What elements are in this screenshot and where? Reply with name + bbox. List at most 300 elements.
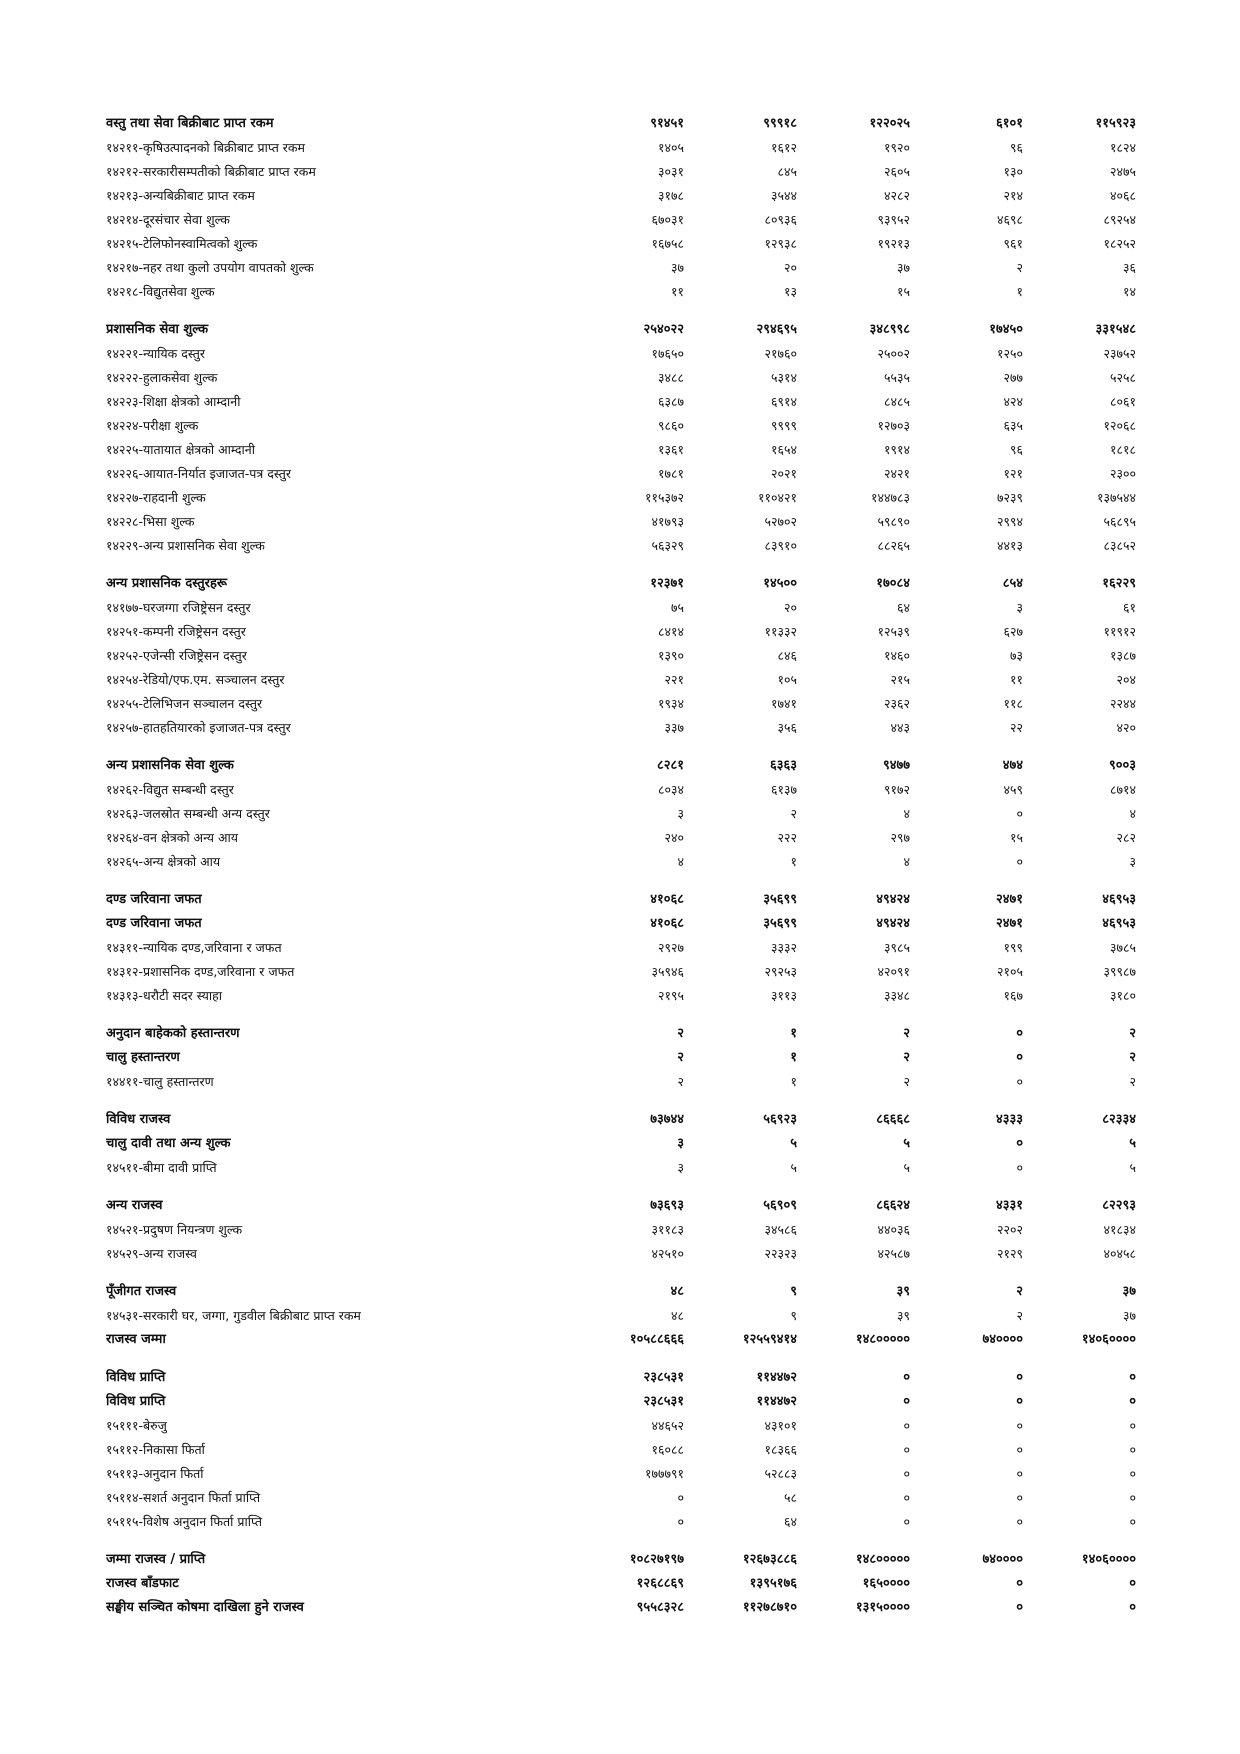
row-label: १४२२३-शिक्षा क्षेत्रको आम्दानी [106,394,241,409]
value-cell-1: ० [677,1490,684,1505]
value-cell-4: ६१०१ [995,116,1023,131]
value-cell-3: ० [903,1370,910,1385]
row-label: १४२५२-एजेन्सी रजिष्ट्रेसन दस्तुर [106,648,247,663]
value-cell-2: १ [790,1074,797,1089]
table-row [106,510,1136,534]
value-cell-5: ३१८० [1109,988,1136,1003]
value-cell-2: ११३३२ [764,624,797,639]
value-cell-3: ९३९५२ [877,212,910,227]
value-cell-4: ० [1016,1136,1023,1151]
value-cell-1: ९५५८३२८ [636,1600,684,1615]
value-cell-2: ३५६९९ [763,892,797,907]
revenue-table [106,112,1136,1620]
value-cell-3: ९४७७ [882,758,910,773]
value-cell-4: ९६ [1009,140,1023,155]
value-cell-3: ८४८५ [883,394,910,409]
value-cell-5: २४७५ [1109,164,1136,179]
group-spacer [106,740,1136,754]
value-cell-3: ४२८२ [883,188,910,203]
value-cell-2: ३५४४ [770,188,797,203]
row-label: अन्य प्रशासनिक दस्तुरहरू [106,576,228,591]
value-cell-3: ४४०३६ [877,1222,910,1237]
value-cell-5: ० [1129,1394,1136,1409]
value-cell-2: ६४ [783,1514,797,1529]
row-label: प्रशासनिक सेवा शुल्क [106,322,209,337]
value-cell-4: ९६ [1009,442,1023,457]
row-label: १४२६३-जलस्रोत सम्बन्धी अन्य दस्तुर [106,806,270,821]
value-cell-1: ११५३७२ [644,490,684,505]
row-label: १४१७७-घरजग्गा रजिष्ट्रेसन दस्तुर [106,600,251,615]
row-label: वस्तु तथा सेवा बिक्रीबाट प्राप्त रकम [106,116,274,131]
value-cell-5: ४०४५८ [1103,1246,1136,1261]
table-row [106,486,1136,510]
value-cell-4: ७३ [1009,648,1023,663]
row-label: १४२५१-कम्पनी रजिष्ट्रेसन दस्तुर [106,624,246,639]
value-cell-4: ० [1016,854,1023,869]
value-cell-2: १ [790,854,797,869]
value-cell-1: २४० [664,830,684,845]
value-cell-3: ४२०९१ [877,964,910,979]
row-label: १५११४-सशर्त अनुदान फिर्ता प्राप्ति [106,1490,261,1505]
value-cell-4: ० [1016,806,1023,821]
row-label: १४५२१-प्रदुषण नियन्त्रण शुल्क [106,1222,243,1237]
table-row [106,668,1136,692]
value-cell-4: ० [1016,1514,1023,1529]
value-cell-1: ८४१४ [657,624,684,639]
group-spacer [106,304,1136,318]
row-label: १४२५४-रेडियो/एफ.एम. सञ्चालन दस्तुर [106,672,285,687]
value-cell-4: ७४०००० [982,1332,1023,1347]
value-cell-1: ८२८१ [656,758,684,773]
value-cell-4: ० [1016,1466,1023,1481]
table-row [106,256,1136,280]
value-cell-1: ११ [670,284,684,299]
value-cell-2: २९२५३ [764,964,797,979]
value-cell-4: ९६१ [1003,236,1023,251]
heading-row [106,1596,1136,1620]
value-cell-1: ३५९४६ [651,964,684,979]
value-cell-1: ३१७८ [657,188,684,203]
row-label: राजस्व बाँडफाट [106,1576,179,1591]
value-cell-4: ४३३१ [995,1198,1023,1213]
value-cell-5: २ [1129,1050,1136,1065]
table-row [106,1414,1136,1438]
row-label: १४३१२-प्रशासनिक दण्ड,जरिवाना र जफत [106,964,295,979]
value-cell-1: ३७ [670,260,684,275]
value-cell-2: २ [790,806,797,821]
table-row [106,1218,1136,1242]
value-cell-2: ८४५ [777,164,797,179]
value-cell-2: १६१२ [770,140,797,155]
table-row [106,1156,1136,1180]
value-cell-2: २२२ [777,830,797,845]
value-cell-2: १०५ [777,672,797,687]
value-cell-3: ८८२६५ [877,538,910,553]
value-cell-2: ३५६ [777,720,797,735]
spacer-cell [106,1534,1136,1548]
value-cell-5: ३९९८७ [1103,964,1136,979]
value-cell-1: ७५ [670,600,684,615]
heading-row [106,912,1136,936]
value-cell-5: ४१८३४ [1103,1222,1136,1237]
row-label: विविध प्राप्ति [106,1370,166,1385]
value-cell-3: २ [903,1050,910,1065]
value-cell-1: ३०३१ [657,164,684,179]
table-row [106,232,1136,256]
value-cell-1: ६७०३१ [651,212,684,227]
value-cell-5: ३७ [1122,1284,1136,1299]
value-cell-1: २१९५ [657,988,684,1003]
value-cell-5: ३ [1129,854,1136,869]
heading-row [106,1390,1136,1414]
value-cell-3: २४२१ [883,466,910,481]
value-cell-2: ११४४७२ [756,1370,797,1385]
spacer-cell [106,1008,1136,1022]
value-cell-4: २ [1016,260,1023,275]
row-label: १४२२५-यातायात क्षेत्रको आम्दानी [106,442,255,457]
row-label: १४२२९-अन्य प्रशासनिक सेवा शुल्क [106,538,265,553]
value-cell-5: ४६९५३ [1102,916,1136,931]
value-cell-5: २३७५२ [1103,346,1136,361]
value-cell-5: ० [1129,1490,1136,1505]
value-cell-1: ४ [677,854,684,869]
row-label: १४२६५-अन्य क्षेत्रको आय [106,854,221,869]
value-cell-1: १७६५० [651,346,684,361]
value-cell-5: ५ [1129,1136,1136,1151]
row-label: १४२२८-भिसा शुल्क [106,514,195,529]
row-label: १५११२-निकासा फिर्ता [106,1442,205,1457]
value-cell-4: ३ [1016,600,1023,615]
value-cell-3: ३९ [896,1308,910,1323]
value-cell-2: ४३१०१ [764,1418,797,1433]
value-cell-1: ३३७ [664,720,684,735]
value-cell-5: ११५९२३ [1095,116,1136,131]
row-label: १४२१२-सरकारीसम्पतीको बिक्रीबाट प्राप्त रकम [106,164,316,179]
value-cell-5: ० [1129,1600,1136,1615]
table-row [106,136,1136,160]
value-cell-5: ४ [1129,806,1136,821]
value-cell-1: ४४६५२ [651,1418,684,1433]
value-cell-4: ० [1016,1490,1023,1505]
value-cell-3: १७०८४ [876,576,910,591]
value-cell-4: ७२३९ [996,490,1023,505]
value-cell-1: ४८ [670,1308,684,1323]
value-cell-1: २३८५३१ [643,1370,684,1385]
value-cell-4: १५ [1009,830,1023,845]
row-label: १४२११-कृषिउत्पादनको बिक्रीबाट प्राप्त रकम [106,140,305,155]
value-cell-2: ५६९२३ [763,1112,797,1127]
value-cell-3: ४ [903,806,910,821]
table-row [106,366,1136,390]
value-cell-5: ११९१२ [1103,624,1136,639]
value-cell-4: ६३५ [1003,418,1023,433]
value-cell-3: ४९४२४ [876,916,910,931]
value-cell-1: ३४८८ [657,370,684,385]
table-row [106,1070,1136,1094]
spacer-cell [106,1266,1136,1280]
value-cell-3: ६४ [896,600,910,615]
value-cell-2: ११४४७२ [756,1394,797,1409]
value-cell-3: २३६२ [883,696,910,711]
value-cell-2: ५ [790,1136,797,1151]
table-row [106,1242,1136,1266]
value-cell-3: १४४७८३ [870,490,910,505]
revenue-table-body [106,112,1136,1620]
row-label: पूँजीगत राजस्व [106,1284,177,1299]
table-row [106,390,1136,414]
value-cell-2: ९९९९ [770,418,797,433]
value-cell-5: २ [1129,1074,1136,1089]
value-cell-4: ० [1016,1442,1023,1457]
value-cell-5: ५६८९५ [1103,514,1136,529]
table-row [106,462,1136,486]
value-cell-1: २ [677,1050,684,1065]
row-label: अन्य प्रशासनिक सेवा शुल्क [106,758,234,773]
value-cell-3: ० [903,1418,910,1433]
row-label: अन्य राजस्व [106,1198,163,1213]
row-label: १४२१४-दूरसंचार सेवा शुल्क [106,212,230,227]
value-cell-2: ५२७०२ [764,514,797,529]
value-cell-4: २७७ [1003,370,1023,385]
value-cell-1: ५६३२९ [651,538,684,553]
value-cell-5: ० [1129,1576,1136,1591]
value-cell-5: १८२४ [1109,140,1136,155]
table-row [106,960,1136,984]
value-cell-3: ५ [903,1160,910,1175]
value-cell-2: २०२१ [770,466,797,481]
spacer-cell [106,1180,1136,1194]
value-cell-2: २२३२३ [764,1246,797,1261]
value-cell-5: ४२० [1116,720,1136,735]
row-label: १४२२१-न्यायिक दस्तुर [106,346,205,361]
value-cell-3: ० [903,1394,910,1409]
heading-row [106,1280,1136,1304]
table-row [106,160,1136,184]
heading-row [106,318,1136,342]
row-label: १४३११-न्यायिक दण्ड,जरिवाना र जफत [106,940,282,955]
value-cell-3: ४४३ [890,720,910,735]
value-cell-2: ९ [790,1284,797,1299]
value-cell-3: ८६६६८ [876,1112,910,1127]
value-cell-5: १२०६८ [1103,418,1136,433]
value-cell-5: ८२३३४ [1102,1112,1136,1127]
row-label: १५११५-विशेष अनुदान फिर्ता प्राप्ति [106,1514,262,1529]
spacer-cell [106,1094,1136,1108]
table-row [106,1486,1136,1510]
value-cell-4: ० [1016,1576,1023,1591]
value-cell-1: ४१०६८ [650,916,684,931]
table-row [106,342,1136,366]
row-label: १४२२२-हुलाकसेवा शुल्क [106,370,218,385]
value-cell-4: ० [1016,1050,1023,1065]
value-cell-1: ३ [677,1160,684,1175]
table-row [106,1462,1136,1486]
value-cell-3: ५ [903,1136,910,1151]
value-cell-5: ३७८५ [1109,940,1136,955]
row-label: १५१११-बेरुजु [106,1418,167,1433]
value-cell-2: ५ [790,1160,797,1175]
value-cell-5: ५२५८ [1109,370,1136,385]
value-cell-1: १७७७९१ [644,1466,684,1481]
table-row [106,936,1136,960]
table-row [106,184,1136,208]
heading-row [106,1328,1136,1352]
table-row [106,802,1136,826]
table-row [106,716,1136,740]
row-label: जम्मा राजस्व / प्राप्ति [106,1552,206,1567]
heading-row [106,1022,1136,1046]
value-cell-3: ३९८५ [883,940,910,955]
value-cell-1: २२१ [664,672,684,687]
value-cell-5: २ [1129,1026,1136,1041]
row-label: १४२६२-विद्युत सम्बन्धी दस्तुर [106,782,234,797]
value-cell-2: १३९५१७६ [749,1576,797,1591]
heading-row [106,888,1136,912]
value-cell-4: ० [1016,1026,1023,1041]
value-cell-4: ४३३३ [995,1112,1023,1127]
value-cell-1: ७३७४४ [650,1112,684,1127]
value-cell-5: ३६ [1122,260,1136,275]
value-cell-1: १२६८८६९ [636,1576,684,1591]
heading-row [106,1194,1136,1218]
value-cell-3: ८६६२४ [876,1198,910,1213]
group-spacer [106,558,1136,572]
value-cell-5: १८१८ [1109,442,1136,457]
value-cell-3: ३७ [896,260,910,275]
value-cell-3: ५९८९० [877,514,910,529]
value-cell-2: ९ [790,1308,797,1323]
row-label: १४२२४-परीक्षा शुल्क [106,418,199,433]
heading-row [106,1572,1136,1596]
value-cell-2: १ [790,1026,797,1041]
value-cell-4: १७४५० [989,322,1023,337]
value-cell-5: ८२२९३ [1102,1198,1136,1213]
value-cell-2: ६९१४ [770,394,797,409]
value-cell-5: १८२५२ [1103,236,1136,251]
value-cell-1: १७८१ [657,466,684,481]
value-cell-1: ४२५१० [651,1246,684,1261]
value-cell-2: ११०४२१ [757,490,797,505]
table-row [106,850,1136,874]
value-cell-2: १२९३८ [764,236,797,251]
value-cell-5: १३७५४४ [1096,490,1136,505]
spacer-cell [106,304,1136,318]
value-cell-1: ६३८७ [657,394,684,409]
value-cell-3: २६०५ [883,164,910,179]
group-spacer [106,1266,1136,1280]
value-cell-3: २५००२ [877,346,910,361]
value-cell-4: ४६९८ [996,212,1023,227]
value-cell-2: १७४१ [770,696,797,711]
group-spacer [106,1094,1136,1108]
value-cell-4: ० [1016,1418,1023,1433]
row-label: १४२२७-राहदानी शुल्क [106,490,206,505]
row-label: १४४११-चालु हस्तान्तरण [106,1074,214,1089]
row-label: अनुदान बाहेकको हस्तान्तरण [106,1026,240,1041]
value-cell-5: २३०० [1109,466,1136,481]
value-cell-4: ० [1016,1600,1023,1615]
value-cell-3: ९१७२ [883,782,910,797]
value-cell-5: ३७ [1122,1308,1136,1323]
value-cell-4: १६७ [1003,988,1023,1003]
value-cell-1: १३९० [657,648,684,663]
value-cell-1: २ [677,1074,684,1089]
table-row [106,280,1136,304]
value-cell-2: ५३१४ [770,370,797,385]
value-cell-5: ० [1129,1466,1136,1481]
value-cell-5: ० [1129,1418,1136,1433]
value-cell-4: २ [1016,1308,1023,1323]
value-cell-2: १४५०० [763,576,797,591]
table-row [106,208,1136,232]
table-row [106,1510,1136,1534]
value-cell-5: ० [1129,1514,1136,1529]
value-cell-1: १९३४ [657,696,684,711]
value-cell-5: १३८७ [1109,648,1136,663]
value-cell-4: १९९ [1003,940,1023,955]
row-label: १५११३-अनुदान फिर्ता [106,1466,204,1481]
value-cell-4: १ [1016,284,1023,299]
row-label: दण्ड जरिवाना जफत [106,892,202,907]
value-cell-2: ६१३७ [770,782,797,797]
value-cell-5: ६१ [1122,600,1136,615]
value-cell-3: २९७ [890,830,910,845]
value-cell-1: ४१०६८ [650,892,684,907]
value-cell-4: ० [1016,1160,1023,1175]
value-cell-5: ४६९५३ [1102,892,1136,907]
value-cell-1: १६७५८ [651,236,684,251]
value-cell-3: १२२०२५ [869,116,910,131]
table-row [106,1438,1136,1462]
row-label: सङ्घीय सञ्चित कोषमा दाखिला हुने राजस्व [106,1600,304,1615]
value-cell-3: ० [903,1466,910,1481]
value-cell-5: १४०६०००० [1081,1332,1136,1347]
value-cell-5: २०४ [1116,672,1136,687]
value-cell-3: १९१४ [883,442,910,457]
value-cell-1: २३८५३१ [643,1394,684,1409]
value-cell-4: १२५० [996,346,1023,361]
value-cell-4: २२ [1009,720,1023,735]
value-cell-3: २१५ [890,672,910,687]
value-cell-3: १९२१३ [877,236,910,251]
value-cell-5: १४ [1122,284,1136,299]
heading-row [106,112,1136,136]
row-label: १४२५७-हातहतियारको इजाजत-पत्र दस्तुर [106,720,291,735]
value-cell-5: ८९२५४ [1103,212,1136,227]
value-cell-2: १३ [783,284,797,299]
row-label: चालु दावी तथा अन्य शुल्क [106,1136,231,1151]
value-cell-2: ८०९३६ [764,212,797,227]
table-row [106,644,1136,668]
row-label: १४५३१-सरकारी घर, जग्गा, गुडवील बिक्रीबाट प्राप्त रकम [106,1308,361,1323]
value-cell-5: २२४४ [1109,696,1136,711]
row-label: १४५२९-अन्य राजस्व [106,1246,197,1261]
table-row [106,984,1136,1008]
group-spacer [106,874,1136,888]
spacer-cell [106,874,1136,888]
value-cell-2: ३११३ [770,988,797,1003]
value-cell-3: ४ [903,854,910,869]
row-label: १४२२६-आयात-निर्यात इजाजत-पत्र दस्तुर [106,466,291,481]
row-label: १४५११-बीमा दावी प्राप्ति [106,1160,217,1175]
value-cell-4: २ [1016,1284,1023,1299]
row-label: चालु हस्तान्तरण [106,1050,180,1065]
heading-row [106,1548,1136,1572]
value-cell-1: ८०३४ [657,782,684,797]
value-cell-3: ३४८९९८ [869,322,910,337]
value-cell-2: १८३६६ [764,1442,797,1457]
value-cell-1: ९८६० [657,418,684,433]
